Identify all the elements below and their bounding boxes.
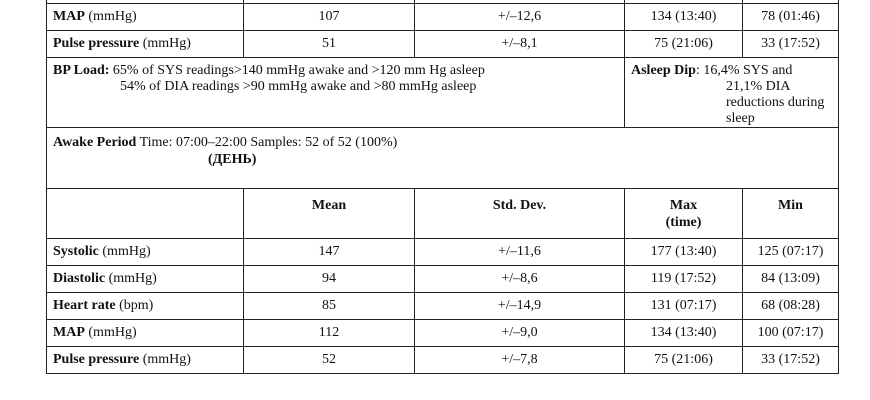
cell-sd: +/–9,0: [415, 320, 625, 347]
row-label: Diastolic: [53, 271, 106, 286]
bp-load-line1: 65% of SYS readings>140 mmHg awake and >120 mm Hg asleep: [109, 63, 485, 78]
cell-min: 100 (07:17): [743, 320, 839, 347]
cell-min: 125 (07:17): [743, 239, 839, 266]
awake-period-text: Time: 07:00–22:00 Samples: 52 of 52 (100%): [136, 135, 398, 150]
cell-sd: +/–8,6: [415, 266, 625, 293]
awake-period-label: Awake Period: [53, 135, 137, 150]
table-row: [47, 347, 839, 374]
row-unit: (bpm): [115, 298, 154, 313]
bp-load-cell: [47, 58, 625, 128]
cell-max: 134 (13:40): [625, 320, 743, 347]
cell-mean: 147: [244, 239, 415, 266]
asleep-dip-label: Asleep Dip: [631, 63, 696, 78]
header-sd: Std. Dev.: [415, 189, 625, 239]
row-unit: (mmHg): [84, 9, 137, 24]
cell-max: 131 (07:17): [625, 293, 743, 320]
awake-period-row: [47, 128, 839, 189]
table-row: [47, 293, 839, 320]
cell-sd: +/–12,6: [415, 4, 625, 31]
asleep-dip-cell: [625, 58, 839, 128]
cell-mean: 94: [244, 266, 415, 293]
cell-mean: 52: [244, 347, 415, 374]
row-unit: (mmHg): [105, 271, 157, 286]
row-unit: (mmHg): [139, 36, 191, 51]
cell-max: 134 (13:40): [625, 4, 743, 31]
row-label: Systolic: [53, 244, 99, 259]
bp-load-line2: 54% of DIA readings >90 mmHg awake and >80 mmHg asleep: [120, 79, 477, 94]
row-label: Pulse pressure: [53, 352, 140, 367]
header-min: Min: [743, 189, 839, 239]
row-label: MAP: [53, 325, 85, 340]
asleep-dip-line3: reductions during sleep: [726, 95, 825, 126]
row-label: Heart rate: [53, 298, 116, 313]
row-unit: (mmHg): [139, 352, 191, 367]
table-row: [47, 31, 839, 58]
cell-sd: +/–11,6: [415, 239, 625, 266]
table-row: [47, 320, 839, 347]
table-row: [47, 266, 839, 293]
cell-sd: +/–8,1: [415, 31, 625, 58]
cell-mean: 107: [244, 4, 415, 31]
cell-mean: 112: [244, 320, 415, 347]
cell-sd: +/–14,9: [415, 293, 625, 320]
cell-sd: +/–7,8: [415, 347, 625, 374]
bp-report-table: [46, 0, 839, 374]
header-max: [625, 189, 743, 239]
cell-max: 119 (17:52): [625, 266, 743, 293]
cell-mean: 85: [244, 293, 415, 320]
awake-period-cell: [47, 128, 839, 189]
cell-min: 33 (17:52): [743, 31, 839, 58]
table-row: [47, 239, 839, 266]
header-max-sub: (time): [665, 215, 702, 230]
cell-max: 75 (21:06): [625, 31, 743, 58]
cell-min: 33 (17:52): [743, 347, 839, 374]
row-unit: (mmHg): [98, 244, 151, 259]
awake-period-sub: (ДЕНЬ): [208, 152, 257, 167]
header-row: [47, 189, 839, 239]
header-empty: [47, 189, 244, 239]
row-unit: (mmHg): [84, 325, 137, 340]
row-label: MAP: [53, 9, 85, 24]
bp-load-row: [47, 58, 839, 128]
asleep-dip-line1: : 16,4% SYS and: [695, 63, 793, 78]
cell-min: 84 (13:09): [743, 266, 839, 293]
header-mean: Mean: [244, 189, 415, 239]
cell-min: 68 (08:28): [743, 293, 839, 320]
header-max-label: Max: [669, 198, 698, 213]
cell-max: 177 (13:40): [625, 239, 743, 266]
row-label: Pulse pressure: [53, 36, 140, 51]
cell-mean: 51: [244, 31, 415, 58]
cell-min: 78 (01:46): [743, 4, 839, 31]
asleep-dip-line2: 21,1% DIA: [726, 79, 791, 94]
cell-max: 75 (21:06): [625, 347, 743, 374]
bp-load-label: BP Load:: [53, 63, 110, 78]
table-row: [47, 4, 839, 31]
